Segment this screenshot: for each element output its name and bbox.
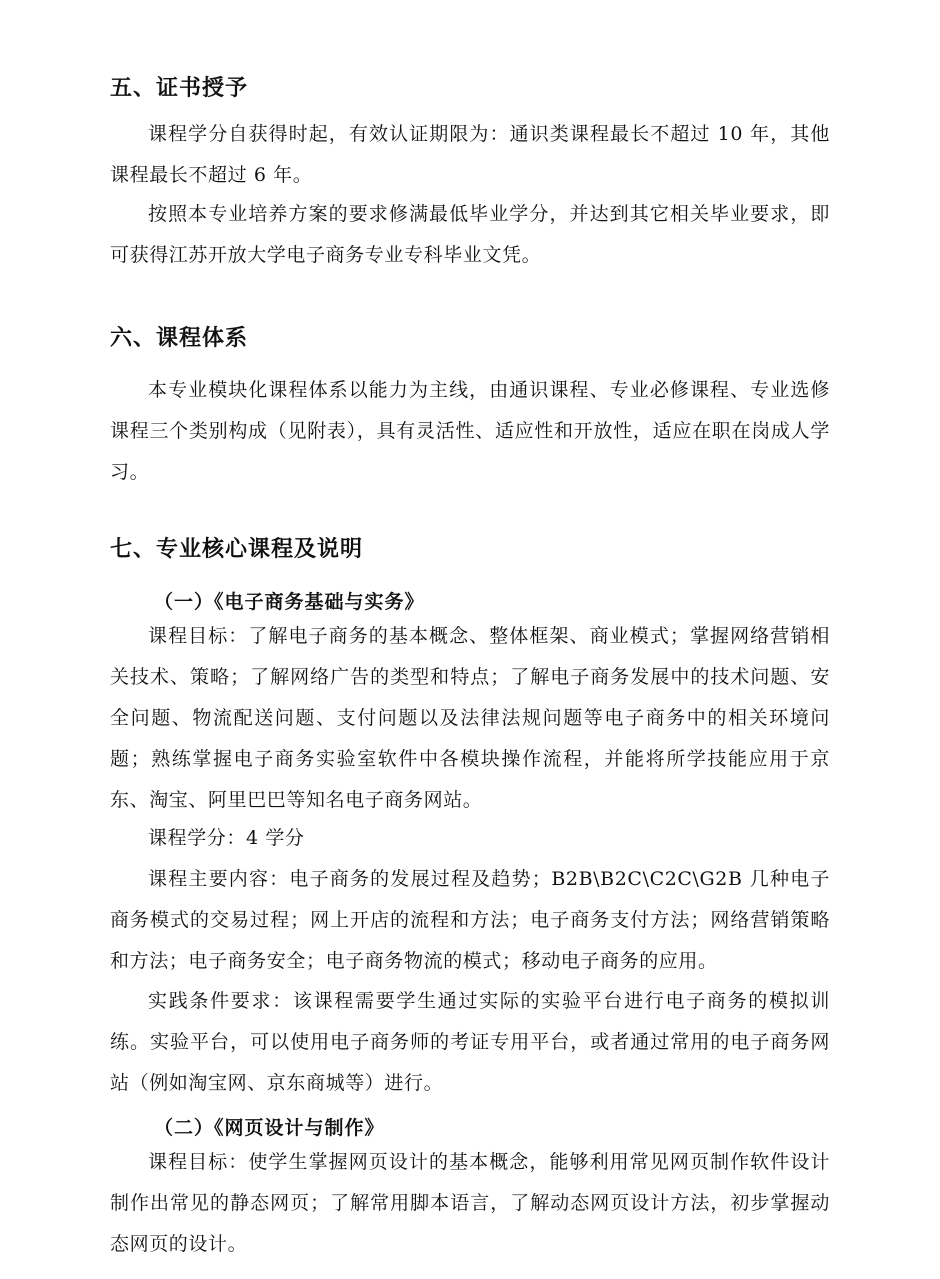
section-heading-curriculum: 六、课程体系 <box>110 325 249 351</box>
course-goal-ecommerce: 课程目标：了解电子商务的基本概念、整体框架、商业模式；掌握网络营销相关技术、策略；了解网络广告的类型和特点；了解电子商务发展中的技术问题、安全问题、物流配送问题、支付问题以及法律法规问题等电子商务中的相关环境问题；熟练掌握电子商务实验室软件中各模块操作流程，并能将所学技能应用于京东、淘宝、阿里巴巴等知名电子商务网站。 <box>110 625 830 811</box>
course-title-ecommerce: （一）《电子商务基础与实务》 <box>154 591 425 613</box>
paragraph-credit-validity: 课程学分自获得时起，有效认证期限为：通识类课程最长不超过 10 年，其他课程最长不超过 6 年。 <box>110 123 830 186</box>
course-practice-ecommerce: 实践条件要求：该课程需要学生通过实际的实验平台进行电子商务的模拟训练。实验平台，可以使用电子商务师的考证专用平台，或者通过常用的电子商务网站（例如淘宝网、京东商城等）进行。 <box>110 990 830 1094</box>
paragraph-graduation: 按照本专业培养方案的要求修满最低毕业学分，并达到其它相关毕业要求，即可获得江苏开放大学电子商务专业专科毕业文凭。 <box>110 203 830 266</box>
course-title-webdesign: （二）《网页设计与制作》 <box>154 1117 385 1139</box>
paragraph-curriculum-system: 本专业模块化课程体系以能力为主线，由通识课程、专业必修课程、专业选修课程三个类别构成（见附表），具有灵活性、适应性和开放性，适应在职在岗成人学习。 <box>110 379 830 483</box>
section-heading-certificate: 五、证书授予 <box>110 75 249 101</box>
course-credits-ecommerce: 课程学分：4 学分 <box>148 827 305 849</box>
course-goal-webdesign: 课程目标：使学生掌握网页设计的基本概念，能够利用常见网页制作软件设计制作出常见的静态网页；了解常用脚本语言，了解动态网页设计方法，初步掌握动态网页的设计。 <box>110 1151 830 1255</box>
section-heading-core-courses: 七、专业核心课程及说明 <box>110 536 364 562</box>
course-content-ecommerce: 课程主要内容：电子商务的发展过程及趋势；B2B\B2C\C2C\G2B 几种电子商务模式的交易过程；网上开店的流程和方法；电子商务支付方法；网络营销策略和方法；电子商务安全；电子商务物流的模式；移动电子商务的应用。 <box>110 868 830 972</box>
